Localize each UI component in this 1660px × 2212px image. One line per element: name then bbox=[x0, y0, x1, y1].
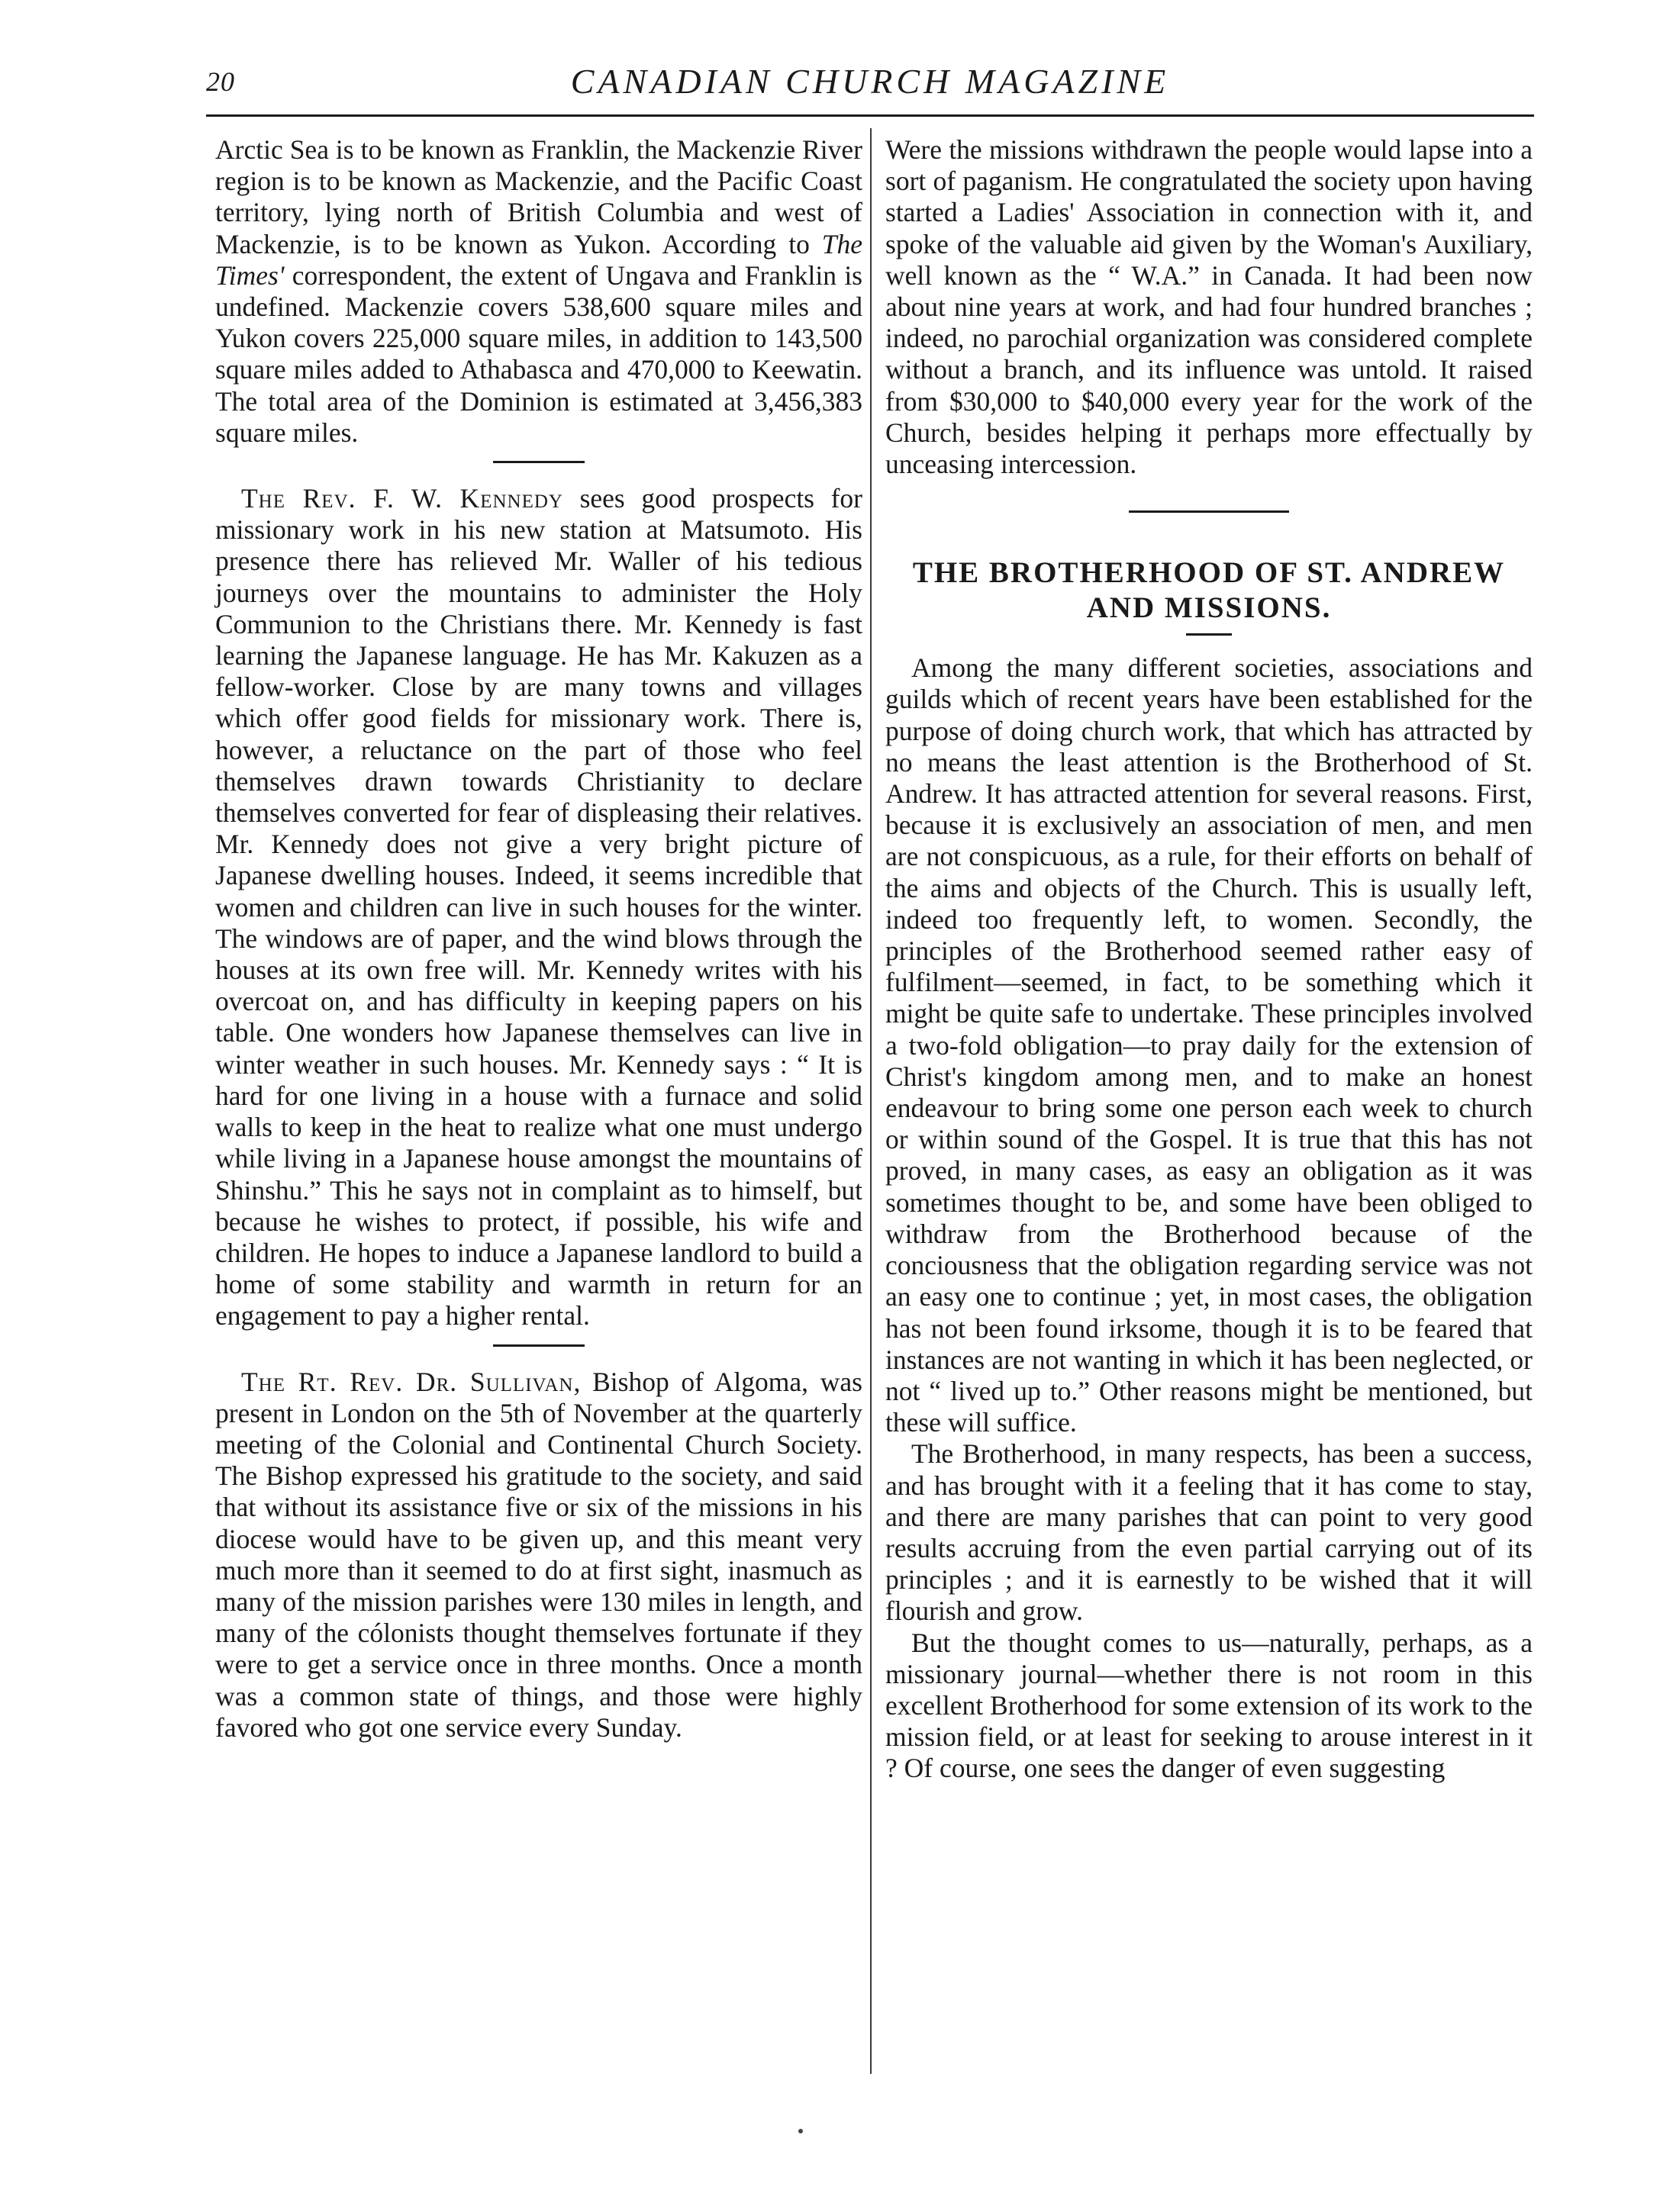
paragraph-mission-field: But the thought comes to us—naturally, perhaps, as a missionary journal—whether there is not room in this excellent Brotherhood for some extension of its work to the mission field, or at least for seeking to arouse interest in it ? Of course, one sees the danger of even suggesting bbox=[885, 1627, 1533, 1784]
paragraph-missions-withdrawn: Were the missions withdrawn the people would lapse into a sort of paganism. He congratulated the society upon having started a Ladies' Association in connection with it, and spoke of the valuable aid given by the Woman's Auxiliary, well known as the “ W.A.” in Canada. It had been now about nine years at work, and had four hundred branches ; indeed, no parochial organization was considered complete without a branch, and its influence was untold. It raised from $30,000 to $40,000 every year for the work of the Church, besides helping it perhaps more effectually by unceasing intercession. bbox=[885, 134, 1533, 480]
newspaper-title: The Times' bbox=[215, 228, 863, 291]
section-title bbox=[885, 555, 1533, 626]
paragraph-text: correspondent, the extent of Ungava and Franklin is undefined. Mackenzie covers 538,600 square miles and Yukon covers 225,000 square miles, in addition to 143,500 square miles added to Athabasca and 470,000 to Keewatin. The total area of the Dominion is estimated at 3,456,383 square miles. bbox=[215, 259, 862, 448]
paragraph-success: The Brotherhood, in many respects, has been a success, and has brought with it a feeling that it has come to stay, and there are many parishes that can point to very good results accruing from the even partial carrying out of its principles ; and it is earnestly to be wished that it will flourish and grow. bbox=[885, 1438, 1533, 1627]
paragraph-dominion-areas bbox=[215, 134, 862, 449]
paragraph-kennedy bbox=[215, 483, 862, 1331]
page-header bbox=[206, 62, 1534, 111]
header-rule bbox=[206, 114, 1534, 117]
paragraph-brotherhood: Among the many different societies, associations and guilds which of recent years have been established for the purpose of doing church work, that which has attracted by no means the least attention is the Brotherhood of St. Andrew. It has attracted attention for several reasons. First, because it is exclusively an association of men, and men are not conspicuous, as a rule, for their efforts on behalf of the aims and objects of the Church. This is usually left, indeed too frequently left, to women. Secondly, the principles of the Brotherhood seemed rather easy of fulfilment—seemed, in fact, to be something which it might be quite safe to undertake. These principles involved a two-fold obligation—to pray daily for the extension of Christ's kingdom among men, and to make an honest endeavour to bring some one person each week to church or within sound of the Gospel. It is true that this has not proved, in many cases, as easy an obligation as it was sometimes thought to be, and some have been obliged to withdraw from the Brotherhood because of the conciousness that the obligation regarding service was not an easy one to continue ; yet, in most cases, the obligation has not been found irksome, though it is to be feared that instances are not wanting in which it has been neglected, or not “ lived up to.” Other reasons might be mentioned, but these will suffice. bbox=[885, 652, 1533, 1438]
paragraph-lead: The Rev. F. W. Kennedy bbox=[241, 483, 563, 514]
title-separator bbox=[1186, 633, 1232, 636]
page-number: 20 bbox=[206, 66, 235, 97]
section-separator bbox=[1129, 510, 1289, 513]
paragraph-text: Arctic Sea is to be known as Franklin, the Mackenzie River region is to be known as Mackenzie, and the Pacific Coast territory, lying north of British Columbia and west of Mackenzie, is to be known as Yukon. According to bbox=[215, 134, 862, 259]
running-title: CANADIAN CHURCH MAGAZINE bbox=[570, 62, 1170, 101]
paragraph-lead: The Rt. Rev. Dr. Sullivan bbox=[241, 1366, 574, 1397]
section-title-line: THE BROTHERHOOD OF ST. ANDREW bbox=[912, 556, 1506, 590]
page-mark bbox=[798, 2129, 803, 2133]
right-column bbox=[885, 134, 1533, 1785]
paragraph-text: , Bishop of Algoma, was present in London on the 5th of November at the quarterly meeting of the Colonial and Continental Church Society. The Bishop expressed his gratitude to the society, and said that without its assistance five or six of the missions in his diocese would have to be given up, and this meant very much more than it seemed to do at first sight, inasmuch as many of the mission parishes were 130 miles in length, and many of the cólonists thought themselves fortunate if they were to get a service once in three months. Once a month was a common state of things, and those were highly favored who got one service every Sunday. bbox=[215, 1366, 862, 1743]
section-separator bbox=[493, 1344, 585, 1347]
paragraph-text: sees good prospects for missionary work in his new station at Matsumoto. His presence there has relieved Mr. Waller of his tedious journeys over the mountains to administer the Holy Communion to the Christians there. Mr. Kennedy is fast learning the Japanese language. He has Mr. Kakuzen as a fellow-worker. Close by are many towns and villages which offer good fields for missionary work. There is, however, a reluctance on the part of those who feel themselves drawn towards Christianity to declare themselves converted for fear of displeasing their relatives. Mr. Kennedy does not give a very bright picture of Japanese dwelling houses. Indeed, it seems incredible that women and children can live in such houses for the winter. The windows are of paper, and the wind blows through the houses at its own free will. Mr. Kennedy writes with his overcoat on, and has difficulty in keeping papers on his table. One wonders how Japanese themselves can live in winter weather in such houses. Mr. Kennedy says : “ It is hard for one living in a house with a furnace and solid walls to keep in the heat to realize what one must undergo while living in a Japanese house amongst the mountains of Shinshu.” This he says not in complaint as to himself, but because he wishes to protect, if possible, his wife and children. He hopes to induce a Japanese landlord to build a home of some stability and warmth in return for an engagement to pay a higher rental. bbox=[215, 483, 862, 1331]
column-divider bbox=[870, 128, 872, 2074]
section-separator bbox=[493, 461, 585, 463]
paragraph-sullivan bbox=[215, 1367, 862, 1744]
section-title-line: AND MISSIONS. bbox=[1086, 591, 1332, 625]
left-column bbox=[215, 134, 862, 1744]
